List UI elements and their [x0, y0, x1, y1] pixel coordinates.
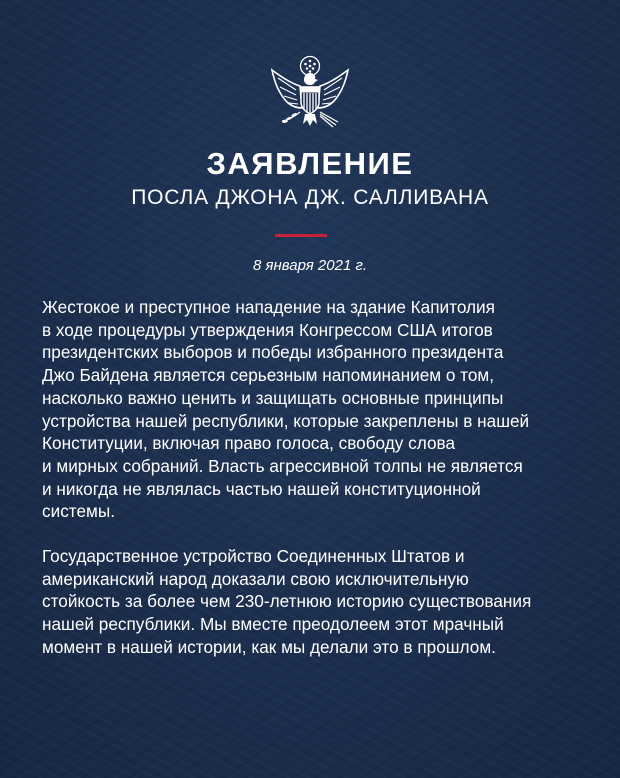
paragraph-2 [42, 545, 602, 659]
text-line: устройства нашей республики, которые закреплены в нашей [42, 410, 530, 431]
text-line: Государственное устройство Соединенных Штатов и [42, 546, 465, 567]
text-line: Жестокое и преступное нападение на здание Капитолия [42, 297, 495, 317]
text-line: американский народ доказали свою исключительную [42, 568, 469, 589]
text-line: системы. [42, 501, 115, 522]
text-line: в ходе процедуры утверждения Конгрессом США итогов [42, 319, 493, 340]
text-line: насколько важно ценить и защищать основные принципы [42, 387, 504, 408]
text-line: президентских выборов и победы избранного президента [42, 342, 504, 363]
text-line: и никогда не являлась частью нашей конституционной [42, 478, 481, 499]
accent-divider [275, 234, 327, 237]
text-line: Конституции, включая право голоса, свободу слова [42, 433, 456, 454]
text-line: стойкость за более чем 230-летнюю историю существования [42, 591, 532, 612]
statement-date: 8 января 2021 г. [252, 257, 368, 274]
text-line: нашей республики. Мы вместе преодолеем этот мрачный [42, 614, 504, 635]
page-title: ЗАЯВЛЕНИЕ [206, 146, 414, 181]
text-line: Джо Байдена является серьезным напоминанием о том, [42, 365, 495, 386]
text-line: момент в нашей истории, как мы делали это в прошлом. [42, 636, 496, 657]
text-line: и мирных собраний. Власть агрессивной толпы не является [42, 455, 523, 476]
us-great-seal-eagle-icon [260, 50, 360, 150]
paragraph-1 [42, 296, 602, 523]
statement-body [42, 296, 602, 659]
page-subtitle: ПОСЛА ДЖОНА ДЖ. САЛЛИВАНА [131, 186, 489, 209]
